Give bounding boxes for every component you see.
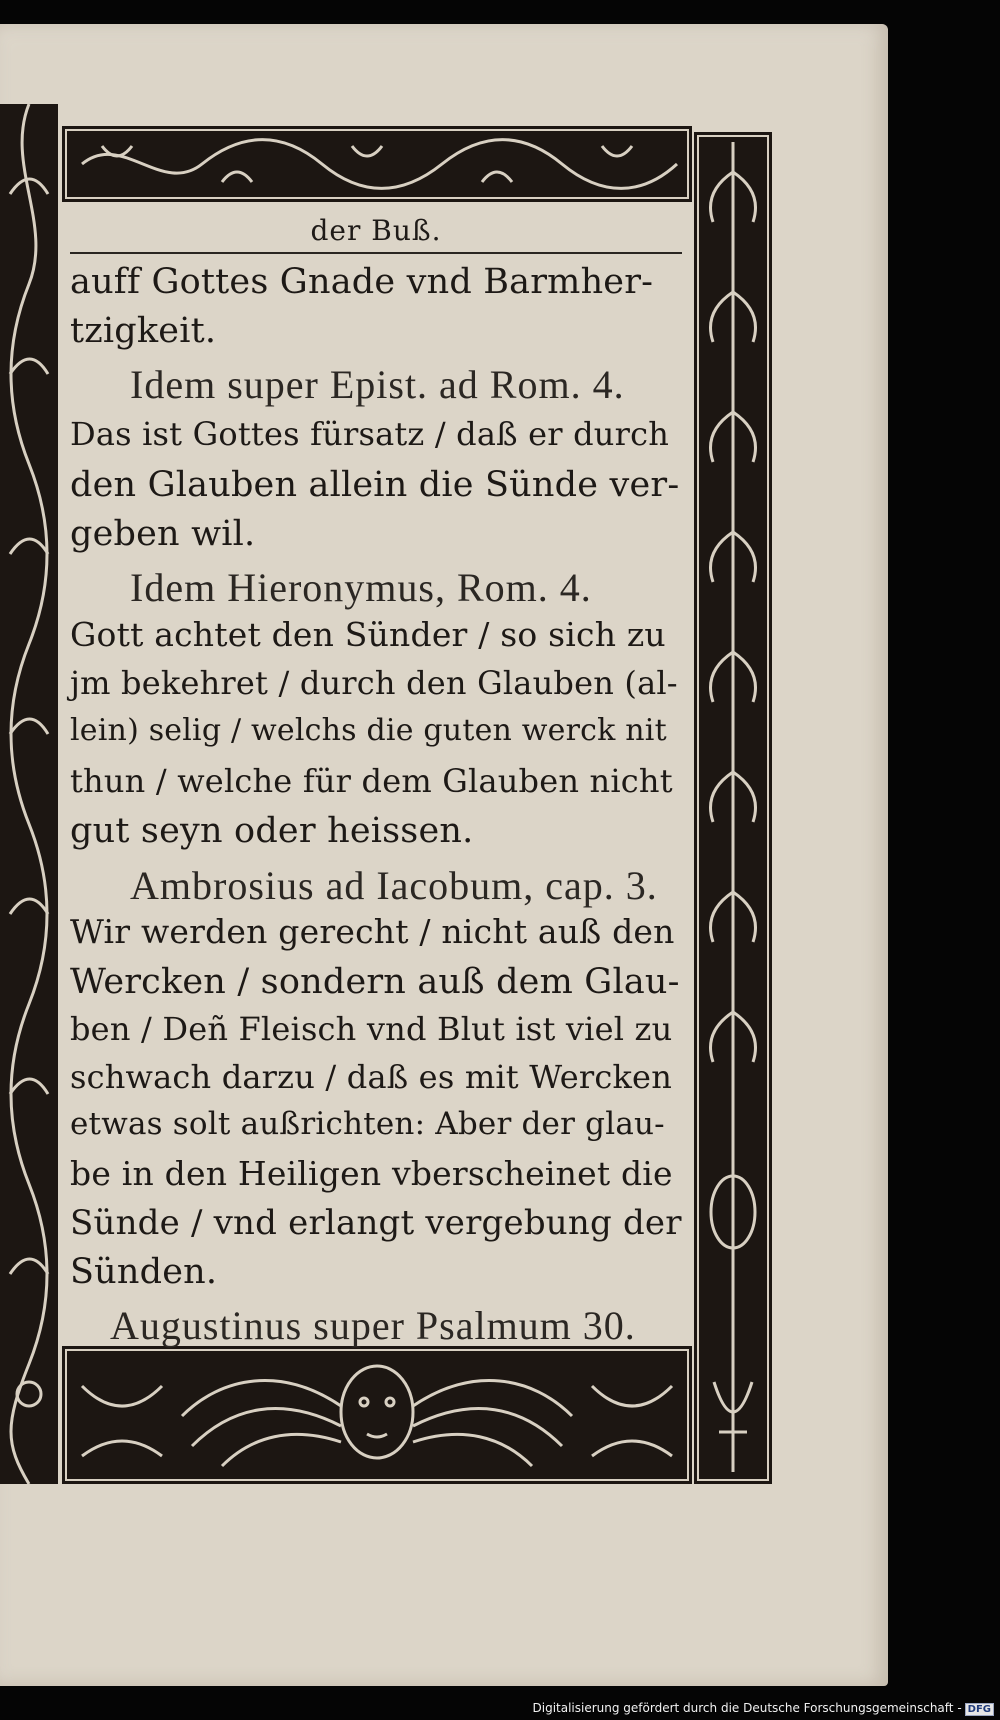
dfg-logo: DFG bbox=[965, 1703, 994, 1716]
top-ornamental-border bbox=[62, 126, 692, 202]
text-line: Das ist Gottes fürsatz / daß er durch bbox=[70, 415, 670, 453]
text-line: jm bekehret / durch den Glauben (al- bbox=[70, 664, 678, 702]
text-line: gut seyn oder heissen. bbox=[70, 811, 474, 851]
text-line: Sünden. bbox=[70, 1252, 218, 1292]
credit-text: Digitalisierung gefördert durch die Deutsche Forschungsgemeinschaft - bbox=[532, 1701, 962, 1715]
text-line: schwach darzu / daß es mit Wercken bbox=[70, 1058, 673, 1096]
running-head bbox=[70, 214, 682, 254]
text-line: tzigkeit. bbox=[70, 311, 217, 351]
digitization-credit bbox=[533, 1701, 995, 1716]
text-line: Wir werden gerecht / nicht auß den bbox=[70, 912, 675, 951]
text-line: auff Gottes Gnade vnd Barmher- bbox=[70, 262, 654, 302]
citation-heading: Idem super Epist. ad Rom. 4. bbox=[130, 362, 625, 407]
right-ornamental-border bbox=[694, 132, 772, 1484]
text-line: ben / Deñ Fleisch vnd Blut ist viel zu bbox=[70, 1010, 673, 1048]
left-ornamental-border bbox=[0, 104, 58, 1484]
text-line: lein) selig / welchs die guten werck nit bbox=[70, 713, 667, 748]
text-line: etwas solt außrichten: Aber der glau- bbox=[70, 1106, 665, 1142]
running-head-text: der Buß. bbox=[310, 214, 442, 247]
text-line: Wercken / sondern auß dem Glau- bbox=[70, 962, 680, 1002]
citation-heading: Idem Hieronymus, Rom. 4. bbox=[130, 565, 592, 610]
text-line: Sünde / vnd erlangt vergebung der bbox=[70, 1203, 682, 1243]
text-line: den Glauben allein die Sünde ver- bbox=[70, 465, 680, 505]
citation-heading: Augustinus super Psalmum 30. bbox=[110, 1303, 636, 1348]
text-line: thun / welche für dem Glauben nicht bbox=[70, 762, 673, 800]
text-line: be in den Heiligen vberscheinet die bbox=[70, 1154, 673, 1193]
book-page bbox=[0, 24, 888, 1686]
citation-heading: Ambrosius ad Iacobum, cap. 3. bbox=[130, 863, 658, 908]
text-line: geben wil. bbox=[70, 514, 256, 554]
bottom-ornamental-border-winged-head bbox=[62, 1346, 692, 1484]
text-line: Gott achtet den Sünder / so sich zu bbox=[70, 615, 666, 654]
text-block bbox=[70, 206, 682, 1348]
